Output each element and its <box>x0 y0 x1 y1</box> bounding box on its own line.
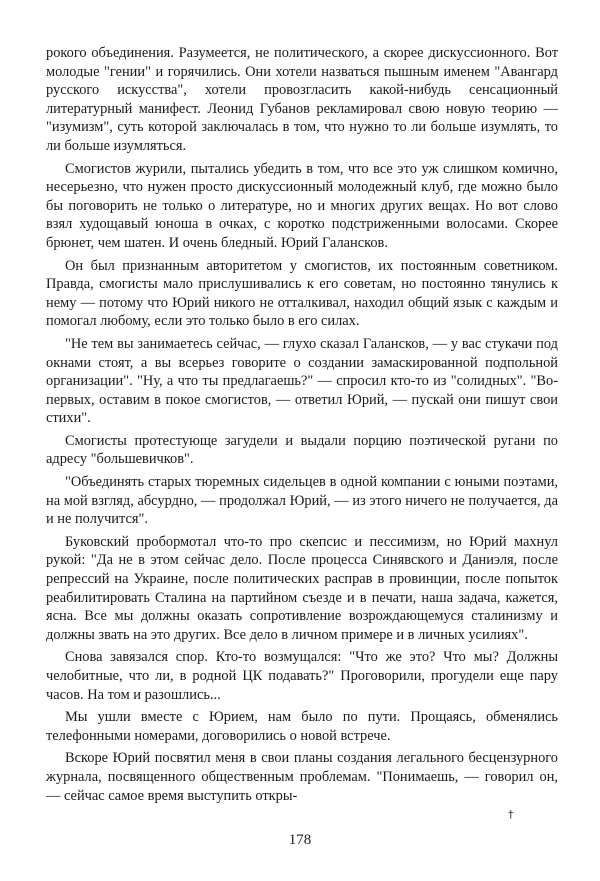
paragraph: Смогистов журили, пытались убедить в том, что все это уж слишком комично, несерьезно, что нужен просто дискуссионный молодежный клуб, где можно было бы поговорить не только о литературе, но и многих других вещах. Но вот слово взял худощавый юноша в очках, с коротко подстриженными волосами. Скорее брюнет, чем шатен. И очень бледный. Юрий Галансков. <box>46 160 558 251</box>
paragraph: рокого объединения. Разумеется, не политического, а скорее дискуссионного. Вот молодые "гении" и горячились. Они хотели назваться пышным именем "Авангард русского искусства", хотели провозгласить какой-нибудь сенсационный литературный манифест. Леонид Губанов рекламировал свою новую теорию — "изумизм", суть которой заключалась в том, что нужно то ли больше изумлять, то ли больше изумляться. <box>46 45 558 154</box>
scan-mark-decoration: † <box>508 808 514 821</box>
paragraph: Снова завязался спор. Кто-то возмущался: "Что же это? Что мы? Должны челобитные, что ли, в родной ЦК подавать?" Проговорили, прогудели еще пару часов. На том и разошлись... <box>46 649 558 703</box>
paragraph: Буковский пробормотал что-то про скепсис и пессимизм, но Юрий махнул рукой: "Да не в этом сейчас дело. После процесса Синявского и Даниэля, после репрессий на Украине, после политических расправ в провинции, после попыток реабилитировать Сталина на партийном съезде и в печати, наша задача, кажется, ясна. Все мы должны оказать сопротивление возрождающемуся сталинизму и должны звать на это других. Все дело в личном примере и в личных усилиях". <box>46 533 558 643</box>
page-number: 178 <box>288 832 312 848</box>
paragraph: Он был признанным авторитетом у смогистов, их постоянным советником. Правда, смогисты мало прислушивались к его советам, но постоянно тянулись к нему — потому что Юрий никого не отталкивал, находил общий язык с каждым и помогал любому, если это только было в его силах. <box>46 257 558 330</box>
paragraph: Мы ушли вместе с Юрием, нам было по пути. Прощаясь, обменялись телефонными номерами, договорились о новой встрече. <box>46 709 558 744</box>
paragraph: Вскоре Юрий посвятил меня в свои планы создания легального бесцензурного журнала, посвященного общественным проблемам. "Понимаешь, — говорил он, — сейчас самое время выступить откры- <box>46 750 558 804</box>
page-body <box>46 44 558 809</box>
paragraph: Смогисты протестующе загудели и выдали порцию поэтической ругани по адресу "большевичков". <box>46 432 558 468</box>
paragraph: "Объединять старых тюремных сидельцев в одной компании с юными поэтами, на мой взгляд, абсурдно, — продолжал Юрий, — из этого ничего не получается, да и не получится". <box>46 474 558 528</box>
paragraph: "Не тем вы занимаетесь сейчас, — глухо сказал Галансков, — у вас стукачи под окнами стоят, а вы всерьез говорите о создании замаскированной подпольной организации". "Ну, а что ты предлагаешь?" — спросил кто-то из "солидных". "Во-первых, оставим в покое смогистов, — ответил Юрий, — пускай они пишут свои стихи". <box>46 335 558 427</box>
